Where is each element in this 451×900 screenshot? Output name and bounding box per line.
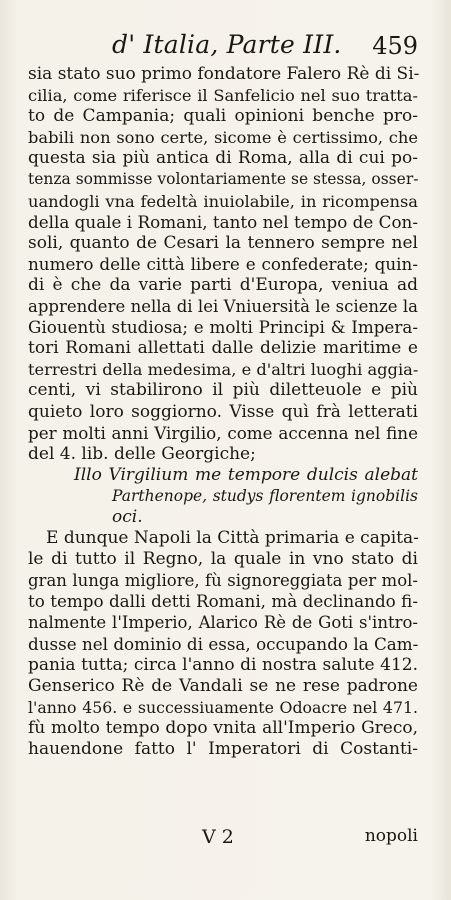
text-line: fù molto tempo dopo vnita all'Imperio Greco, xyxy=(28,717,418,738)
text-line: nalmente l'Imperio, Alarico Rè de Goti s'intro- xyxy=(28,613,418,633)
signature-mark: V 2 xyxy=(202,826,234,848)
text-line: soli, quanto de Cesari la tennero sempre nel xyxy=(28,232,418,253)
page-number: 459 xyxy=(372,32,418,60)
text-line: di è che da varie parti d'Europa, veniua ad xyxy=(28,274,418,295)
body-text xyxy=(28,64,418,760)
text-line: tori Romani allettati dalle delizie maritime e xyxy=(28,338,418,359)
text-line: terrestri della medesima, e d'altri luoghi aggia- xyxy=(28,360,419,380)
text-line: numero delle città libere e confederate; quin- xyxy=(28,253,418,274)
text-line: to tempo dalli detti Romani, mà declinando fi- xyxy=(28,591,418,612)
text-line: E dunque Napoli la Città primaria e capita- xyxy=(46,528,419,549)
text-line: l'anno 456. e successiuamente Odoacre nel 471. xyxy=(28,697,418,717)
text-line: cilia, come riferisce il Sanfelicio nel suo tratta- xyxy=(28,86,418,106)
catchword: nopoli xyxy=(364,826,418,846)
text-line: babili non sono certe, sicome è certissimo, che xyxy=(28,128,418,148)
text-line: apprendere nella di lei Vniuersità le scienze la xyxy=(28,297,418,317)
text-line: Giouentù studiosa; e molti Principi & Impera- xyxy=(28,317,418,338)
text-line: centi, vi stabilirono il più diletteuole e più xyxy=(28,380,418,401)
text-line: dusse nel dominio di essa, occupando la Cam- xyxy=(28,633,419,654)
text-line: uandogli vna fedeltà inuiolabile, in ricompensa xyxy=(28,191,418,211)
text-line: sia stato suo primo fondatore Falero Rè di Si- xyxy=(28,64,420,84)
text-line: del 4. lib. delle Georgiche; xyxy=(28,443,256,464)
running-head: d' Italia, Parte III. xyxy=(112,30,342,59)
text-line: pania tutta; circa l'anno di nostra salute 412. xyxy=(28,654,418,675)
page-footer xyxy=(28,826,418,850)
text-line: hauendone fatto l' Imperatori di Costanti- xyxy=(28,739,418,759)
text-line: questa sia più antica di Roma, alla di cui po- xyxy=(28,148,418,169)
text-line: le di tutto il Regno, la quale in vno stato di xyxy=(28,549,418,570)
text-line: Genserico Rè de Vandali se ne rese padrone xyxy=(28,675,418,696)
verse-line: Parthenope, studys florentem ignobilis xyxy=(112,486,418,505)
page-header xyxy=(40,28,418,64)
text-line: per molti anni Virgilio, come accenna nel fine xyxy=(28,422,418,443)
text-line: tenza sommisse volontariamente se stessa, osser- xyxy=(28,170,419,189)
text-line: to de Campania; quali opinioni benche pro- xyxy=(28,106,418,127)
text-line: quieto loro soggiorno. Visse quì frà letterati xyxy=(28,401,418,422)
text-line: della quale i Romani, tanto nel tempo de Con- xyxy=(28,211,418,232)
text-line: gran lunga migliore, fù signoreggiata per mol- xyxy=(28,571,418,591)
verse-line: oci. xyxy=(112,506,143,527)
verse-line: Illo Virgilium me tempore dulcis alebat xyxy=(74,464,418,485)
